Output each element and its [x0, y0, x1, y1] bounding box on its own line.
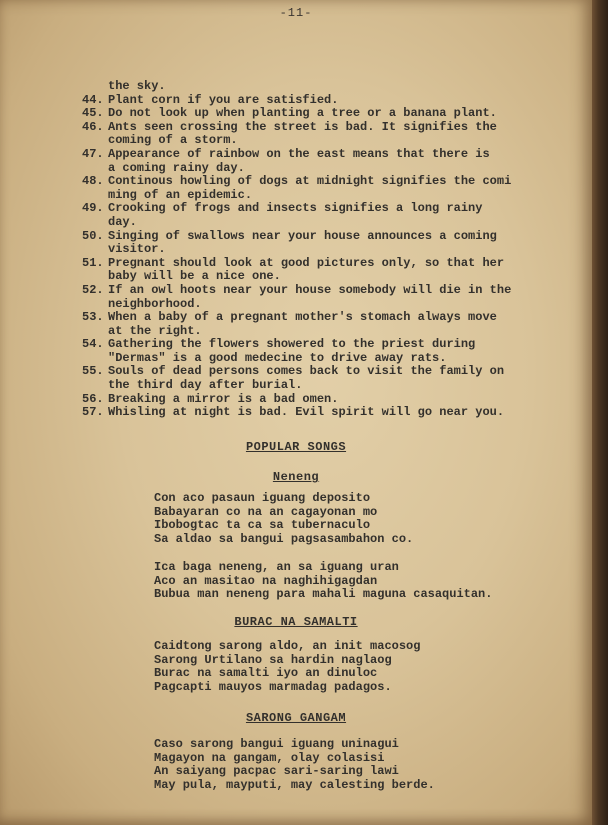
- verse-line: Caidtong sarong aldo, an init macosog: [154, 639, 421, 653]
- verse-line: Caso sarong bangui iguang uninagui: [154, 737, 399, 751]
- verse-line: Babayaran co na an cagayonan mo: [154, 504, 378, 519]
- item-line: the third day after burial.: [108, 378, 303, 393]
- list-item: [82, 338, 582, 365]
- item-number: 45.: [82, 106, 104, 121]
- item-line: Gathering the flowers showered to the priest during: [108, 337, 476, 352]
- item-line: neighborhood.: [108, 296, 202, 311]
- item-line: visitor.: [108, 242, 166, 257]
- item-line: coming of a storm.: [108, 133, 238, 148]
- list-item: [82, 121, 582, 148]
- song-title: Neneng: [272, 470, 320, 484]
- verse-line: Ibobogtac ta ca sa tubernaculo: [154, 518, 371, 532]
- verse-line: Magayon na gangam, olay colasisi: [154, 750, 385, 765]
- list-item: [82, 406, 582, 420]
- list-item: [82, 80, 582, 94]
- song-stanza: [154, 561, 492, 602]
- song-title: BURAC NA SAMALTI: [234, 615, 358, 629]
- superstition-list: [82, 80, 582, 420]
- item-number: 55.: [82, 364, 104, 379]
- verse-line: Burac na samalti iyo an dinuloc: [154, 666, 378, 680]
- item-number: 49.: [82, 201, 104, 216]
- verse-line: Con aco pasaun iguang deposito: [154, 491, 371, 505]
- item-line: Do not look up when planting a tree or a banana plant.: [108, 106, 497, 121]
- book-binding-edge: [592, 0, 608, 825]
- item-line: day.: [108, 214, 137, 229]
- item-line: Pregnant should look at good pictures only, so that her: [108, 255, 505, 270]
- item-line: "Dermas" is a good medecine to drive away rats.: [108, 350, 447, 365]
- list-item: [82, 257, 582, 284]
- verse-line: Sarong Urtilano sa hardin naglaog: [154, 652, 392, 667]
- item-number: 57.: [82, 405, 104, 420]
- item-number: 46.: [82, 119, 104, 134]
- item-number: 44.: [82, 92, 104, 107]
- item-line: Continous howling of dogs at midnight signifies the comi: [108, 174, 512, 189]
- item-line: at the right.: [108, 323, 202, 338]
- item-number: 51.: [82, 255, 104, 270]
- list-item: [82, 94, 582, 108]
- list-item: [82, 202, 582, 229]
- song-title: SARONG GANGAM: [245, 711, 347, 725]
- item-line: ming of an epidemic.: [108, 187, 253, 202]
- item-line: Singing of swallows near your house announces a coming: [108, 228, 497, 243]
- list-item: [82, 311, 582, 338]
- item-number: 50.: [82, 228, 104, 243]
- item-line: Breaking a mirror is a bad omen.: [108, 391, 339, 406]
- item-line: Appearance of rainbow on the east means that there is: [108, 146, 490, 161]
- verse-line: An saiyang pacpac sari-saring lawi: [154, 764, 399, 778]
- verse-line: Ica baga neneng, an sa iguang uran: [154, 560, 399, 574]
- item-line: Souls of dead persons comes back to visit the family on: [108, 364, 505, 379]
- verse-line: Bubua man neneng para mahali maguna casaquitan.: [154, 587, 493, 601]
- item-number: 52.: [82, 282, 104, 297]
- song-stanza: [154, 738, 435, 792]
- list-item: [82, 107, 582, 121]
- list-item: [82, 230, 582, 257]
- item-line: Whisling at night is bad. Evil spirit will go near you.: [108, 405, 505, 420]
- song-stanza: [154, 640, 420, 694]
- section-title: POPULAR SONGS: [245, 440, 347, 454]
- item-line: When a baby of a pregnant mother's stomach always move: [108, 310, 497, 325]
- item-number: 54.: [82, 337, 104, 352]
- verse-line: Pagcapti mauyos marmadag padagos.: [154, 679, 392, 694]
- list-item: [82, 284, 582, 311]
- verse-line: Sa aldao sa bangui pagsasambahon co.: [154, 531, 414, 546]
- item-line: baby will be a nice one.: [108, 269, 281, 284]
- item-number: 47.: [82, 146, 104, 161]
- list-item: [82, 365, 582, 392]
- list-item: [82, 393, 582, 407]
- list-item: [82, 175, 582, 202]
- item-line: If an owl hoots near your house somebody will die in the: [108, 282, 512, 297]
- item-line: Crooking of frogs and insects signifies a long rainy: [108, 201, 483, 216]
- song-stanza: [154, 492, 413, 546]
- page-number: -11-: [279, 6, 313, 20]
- item-line: Plant corn if you are satisfied.: [108, 92, 339, 107]
- item-number: 56.: [82, 391, 104, 406]
- verse-line: May pula, mayputi, may calesting berde.: [154, 777, 435, 792]
- item-number: 48.: [82, 174, 104, 189]
- item-line: the sky.: [108, 79, 166, 93]
- verse-line: Aco an masitao na naghihigagdan: [154, 573, 378, 588]
- list-item: [82, 148, 582, 175]
- item-number: 53.: [82, 310, 104, 325]
- item-line: Ants seen crossing the street is bad. It signifies the: [108, 119, 497, 134]
- item-line: a coming rainy day.: [108, 160, 245, 175]
